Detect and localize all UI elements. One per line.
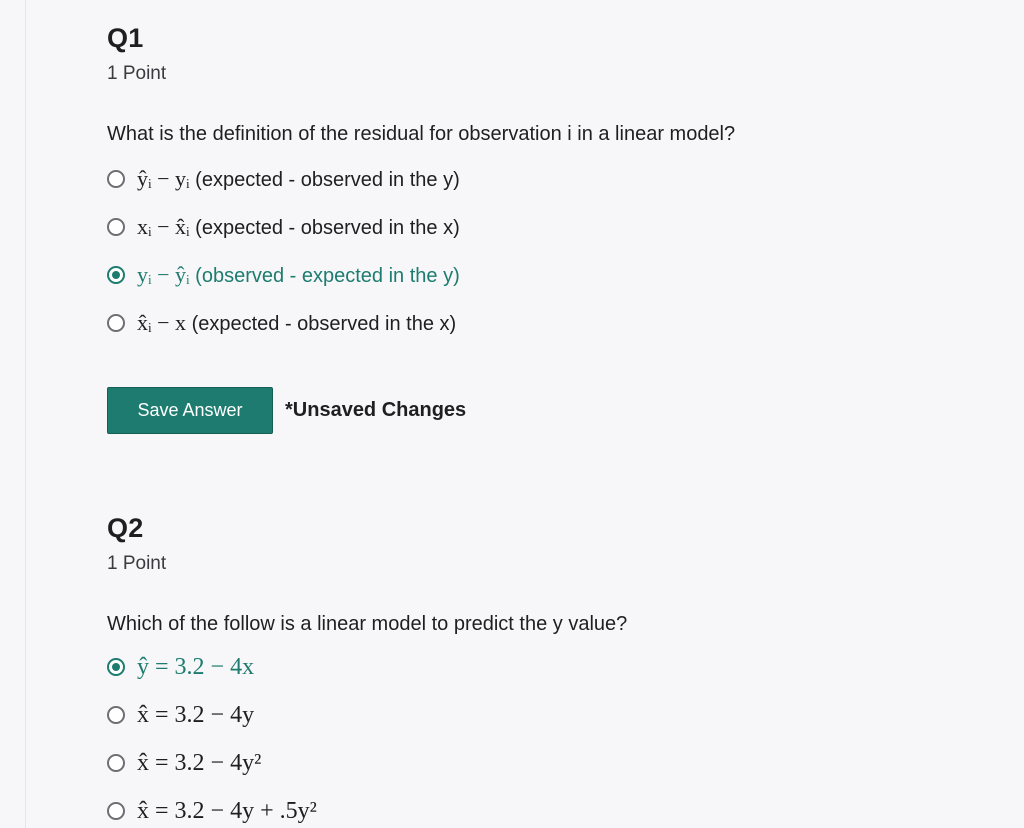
option-label <box>137 654 254 681</box>
answer-option-1[interactable] <box>107 643 987 691</box>
question-1 <box>107 22 987 434</box>
radio-button[interactable] <box>107 754 125 772</box>
answer-options <box>107 155 987 347</box>
answer-option-3[interactable] <box>107 739 987 787</box>
question-text: Which of the follow is a linear model to predict the y value? <box>107 613 628 635</box>
save-answer-button[interactable]: Save Answer <box>107 387 273 434</box>
option-formula: x̂ = 3.2 − 4y² <box>137 749 262 776</box>
answer-option-4[interactable] <box>107 299 987 347</box>
question-title: Q1 <box>107 23 144 53</box>
answer-option-1[interactable] <box>107 155 987 203</box>
save-row <box>107 387 987 434</box>
left-divider <box>25 0 26 828</box>
option-formula: xᵢ − x̂ᵢ <box>137 213 190 239</box>
option-text: (expected - observed in the x) <box>189 216 460 239</box>
option-label <box>137 750 261 777</box>
option-formula: x̂ = 3.2 − 4y + .5y² <box>137 797 317 824</box>
answer-option-2[interactable] <box>107 203 987 251</box>
option-formula: yᵢ − ŷᵢ <box>137 261 190 287</box>
radio-button[interactable] <box>107 314 125 332</box>
option-formula: ŷ = 3.2 − 4x <box>137 653 255 680</box>
answer-option-2[interactable] <box>107 691 987 739</box>
radio-button[interactable] <box>107 706 125 724</box>
option-text: (observed - expected in the y) <box>189 264 460 287</box>
unsaved-changes-label: *Unsaved Changes <box>285 399 467 421</box>
radio-button[interactable] <box>107 266 125 284</box>
option-text: (expected - observed in the y) <box>189 168 460 191</box>
question-points: 1 Point <box>107 63 167 84</box>
radio-button[interactable] <box>107 802 125 820</box>
answer-option-4[interactable] <box>107 787 987 828</box>
option-formula: x̂ = 3.2 − 4y <box>137 701 255 728</box>
option-label <box>137 798 317 825</box>
radio-button[interactable] <box>107 218 125 236</box>
option-formula: ŷᵢ − yᵢ <box>137 165 190 191</box>
option-label <box>137 262 460 289</box>
option-label <box>137 166 460 193</box>
question-2 <box>107 512 987 828</box>
answer-option-3[interactable] <box>107 251 987 299</box>
question-title: Q2 <box>107 513 144 543</box>
question-text: What is the definition of the residual for observation i in a linear model? <box>107 123 736 145</box>
answer-options <box>107 643 987 828</box>
option-label <box>137 702 254 729</box>
option-label <box>137 214 460 241</box>
radio-button[interactable] <box>107 170 125 188</box>
question-points: 1 Point <box>107 553 167 574</box>
option-formula: x̂ᵢ − x <box>137 309 187 335</box>
option-text: (expected - observed in the x) <box>186 312 457 335</box>
radio-button[interactable] <box>107 658 125 676</box>
option-label <box>137 310 456 337</box>
